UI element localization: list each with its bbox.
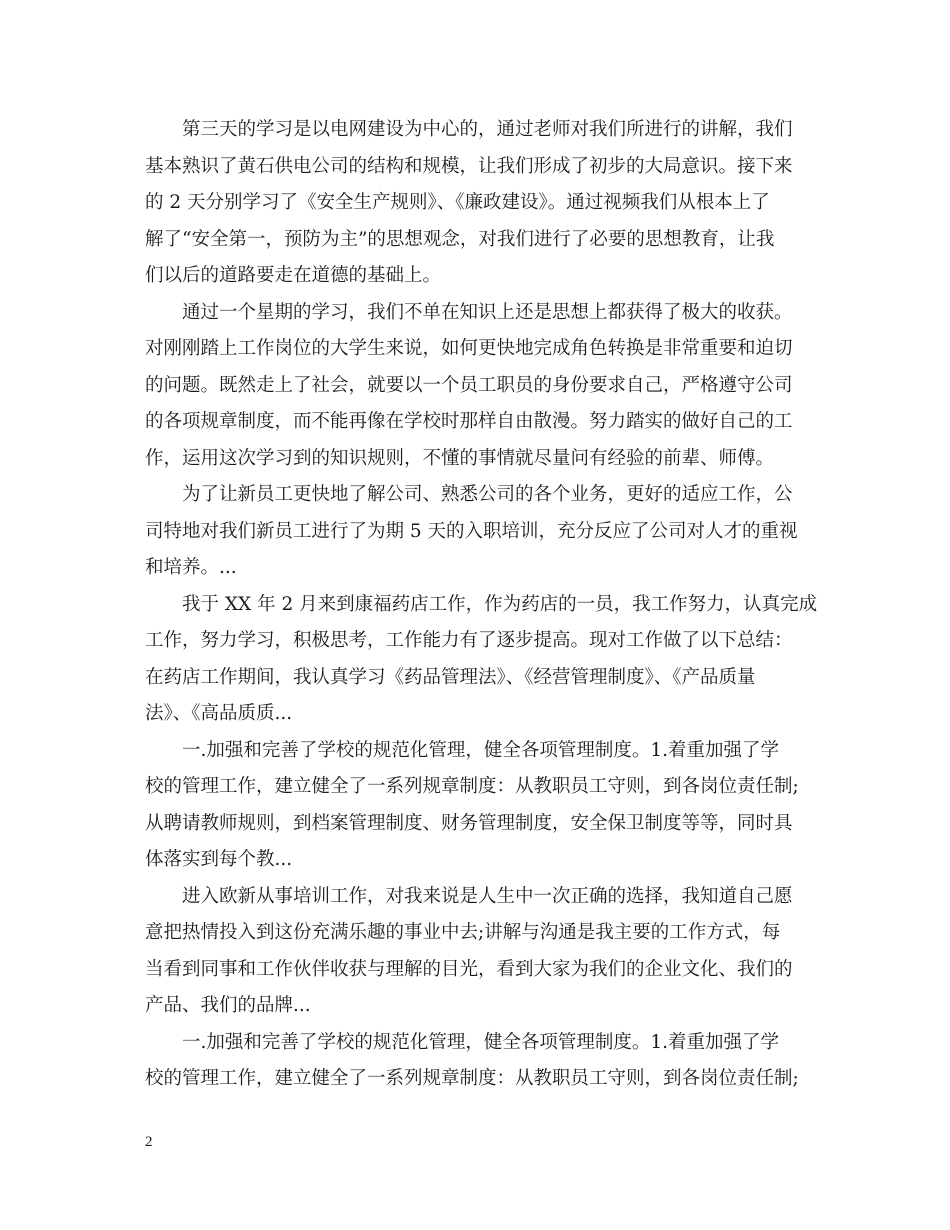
text-line: 校的管理工作，建立健全了一系列规章制度：从教职员工守则，到各岗位责任制; [145,1068,799,1089]
text-line: 在药店工作期间，我认真学习《药品管理法》、《经营管理制度》、《产品质量 [145,666,756,688]
page-number: 2 [145,1134,153,1150]
text-line: 体落实到每个教... [145,849,293,870]
document-body [145,112,818,1098]
text-line: 产品、我们的品牌... [145,995,311,1016]
text-line: 第三天的学习是以电网建设为中心的，通过老师对我们所进行的讲解，我们 [145,119,793,140]
paragraph-2 [145,295,805,478]
text-line: 基本熟识了黄石供电公司的结构和规模，让我们形成了初步的大局意识。接下来 [145,155,793,177]
text-line: 们以后的道路要走在道德的基础上。 [145,265,442,286]
text-line: 校的管理工作，建立健全了一系列规章制度：从教职员工守则，到各岗位责任制; [145,776,799,797]
text-line: 司特地对我们新员工进行了为期 5 天的入职培训，充分反应了公司对人才的重视 [145,520,798,542]
text-line: 我于 XX 年 2 月来到康福药店工作，作为药店的一员，我工作努力，认真完成 [145,593,818,615]
text-line: 进入欧新从事培训工作，对我来说是人生中一次正确的选择，我知道自己愿 [145,885,793,907]
paragraph-7 [145,1025,805,1098]
paragraph-5 [145,733,805,879]
text-line: 从聘请教师规则，到档案管理制度、财务管理制度，安全保卫制度等等，同时具 [145,812,793,834]
text-line: 一.加强和完善了学校的规范化管理，健全各项管理制度。1.着重加强了学 [145,739,780,761]
text-line: 通过一个星期的学习，我们不单在知识上还是思想上都获得了极大的收获。 [145,301,793,323]
paragraph-4 [145,587,818,733]
paragraph-6 [145,879,805,1025]
text-line: 解了“安全第一，预防为主”的思想观念，对我们进行了必要的思想教育，让我 [145,228,775,250]
text-line: 为了让新员工更快地了解公司、熟悉公司的各个业务，更好的适应工作，公 [145,484,793,505]
text-line: 的问题。既然走上了社会，就要以一个员工职员的身份要求自己，严格遵守公司 [145,374,793,396]
text-line: 一.加强和完善了学校的规范化管理，健全各项管理制度。1.着重加强了学 [145,1031,780,1053]
paragraph-3 [145,477,805,587]
text-line: 意把热情投入到这份充满乐趣的事业中去;讲解与沟通是我主要的工作方式，每 [145,922,781,943]
text-line: 对刚刚踏上工作岗位的大学生来说，如何更快地完成角色转换是非常重要和迫切 [145,338,793,359]
text-line: 法》、《高品质质... [145,703,293,724]
paragraph-1 [145,112,805,295]
text-line: 当看到同事和工作伙伴收获与理解的目光，看到大家为我们的企业文化、我们的 [145,958,793,980]
text-line: 作，运用这次学习到的知识规则，不懂的事情就尽量问有经验的前辈、师傅。 [145,447,775,469]
text-line: 的各项规章制度，而不能再像在学校时那样自由散漫。努力踏实的做好自己的工 [145,411,793,432]
text-line: 和培养。... [145,557,237,578]
text-line: 工作，努力学习，积极思考，工作能力有了逐步提高。现对工作做了以下总结： [145,630,793,651]
text-line: 的 2 天分别学习了《安全生产规则》、《廉政建设》。通过视频我们从根本上了 [145,192,770,213]
